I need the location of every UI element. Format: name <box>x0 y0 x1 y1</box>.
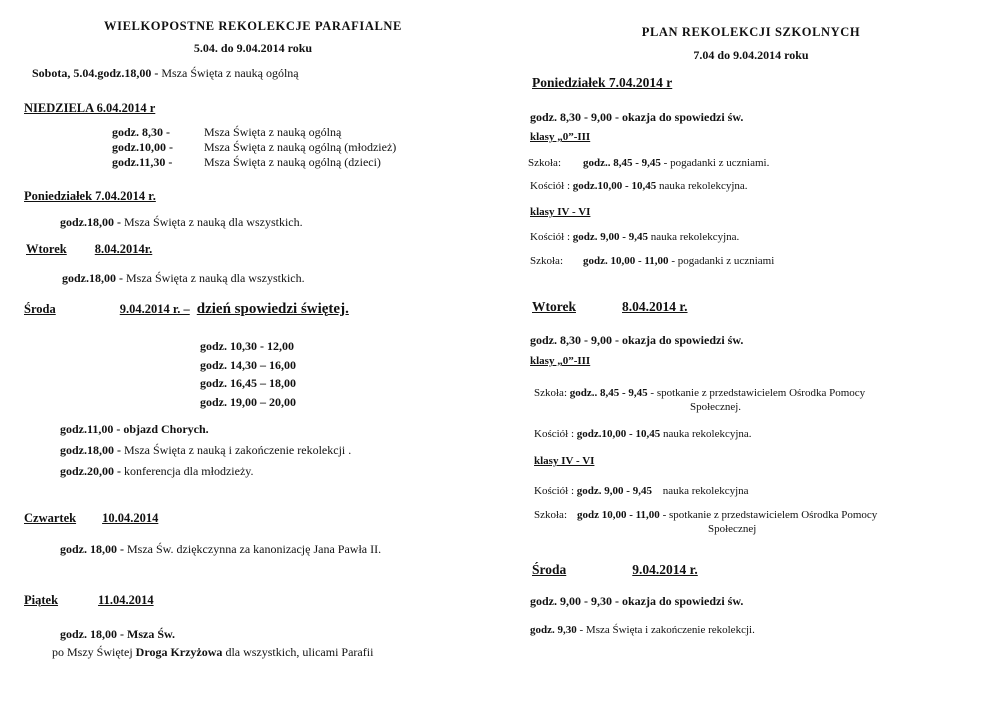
thursday-time: godz. 18,00 - <box>60 542 124 556</box>
sunday-time-2: godz.10,00 - <box>112 140 173 154</box>
school-monday-church-1 <box>530 180 748 192</box>
wednesday-heading-date: 9.04.2014 r. – <box>119 302 190 316</box>
parish-dates: 5.04. do 9.04.2014 roku <box>193 41 313 55</box>
friday-heading-date: 11.04.2014 <box>98 593 154 607</box>
wednesday-time-2: godz.18,00 - <box>60 443 121 457</box>
wednesday-text-1: objazd Chorych. <box>123 422 209 436</box>
saturday-line <box>32 66 299 81</box>
tuesday-school-time-2: godz 10,00 - 11,00 <box>577 509 660 521</box>
school-tuesday-church-2 <box>534 485 749 497</box>
school-title: PLAN REKOLEKCJI SZKOLNYCH <box>641 25 861 39</box>
monday-church-text-2: nauka rekolekcyjna. <box>650 231 740 243</box>
tuesday-school-text-1: - spotkanie z przedstawicielem Ośrodka Pomocy <box>650 387 866 399</box>
tuesday-church-place-2: Kościół : <box>534 485 575 497</box>
sunday-list <box>112 125 396 170</box>
friday-heading <box>24 593 154 608</box>
school-monday-church-2 <box>530 231 739 243</box>
monday-school-place-1: Szkoła: <box>528 157 561 169</box>
school-monday-confession: godz. 8,30 - 9,00 - okazja do spowiedzi św. <box>530 110 744 124</box>
school-monday-school-2 <box>530 255 774 267</box>
confession-time-2: godz. 14,30 – 16,00 <box>200 357 296 372</box>
monday-school-place-2: Szkoła: <box>530 255 563 267</box>
thursday-line <box>60 542 381 557</box>
sunday-heading: NIEDZIELA 6.04.2014 r <box>24 101 156 115</box>
confession-time-4: godz. 19,00 – 20,00 <box>200 394 296 409</box>
wednesday-item-1 <box>60 422 209 437</box>
tuesday-church-place-1: Kościół : <box>534 428 575 440</box>
tuesday-church-time-1: godz.10,00 - 10,45 <box>576 428 661 440</box>
wednesday-time-3: godz.20,00 - <box>60 464 121 478</box>
school-tuesday-class-2: klasy IV - VI <box>534 455 595 467</box>
school-monday-heading: Poniedziałek 7.04.2014 r <box>532 75 673 90</box>
monday-time: godz.18,00 - <box>60 215 121 229</box>
school-tuesday-heading-day: Wtorek <box>532 299 576 314</box>
monday-school-time-2: godz. 10,00 - 11,00 <box>583 255 669 267</box>
school-tuesday-church-1 <box>534 428 752 440</box>
tuesday-school-text-2: - spotkanie z przedstawicielem Ośrodka Pomocy <box>662 509 878 521</box>
tuesday-church-time-2: godz. 9,00 - 9,45 <box>576 485 652 497</box>
school-wednesday-heading-date: 9.04.2014 r. <box>632 562 698 577</box>
sunday-text-3: Msza Święta z nauką ogólną (dzieci) <box>204 155 381 169</box>
school-dates: 7.04 do 9.04.2014 roku <box>693 48 809 62</box>
monday-church-text-1: nauka rekolekcyjna. <box>658 180 748 192</box>
monday-school-time-1: godz.. 8,45 - 9,45 <box>583 157 661 169</box>
school-wednesday-mass-time: godz. 9,30 <box>530 624 577 636</box>
friday-line-1: godz. 18,00 - Msza Św. <box>60 627 175 641</box>
tuesday-line <box>62 271 305 286</box>
tuesday-school-text-2b: Społecznej <box>708 523 757 535</box>
tuesday-church-text-1: nauka rekolekcyjna. <box>662 428 752 440</box>
thursday-heading-date: 10.04.2014 <box>102 511 159 525</box>
tuesday-school-time-1: godz.. 8,45 - 9,45 <box>569 387 648 399</box>
school-tuesday-school-1 <box>534 387 865 399</box>
friday-line-2 <box>52 645 373 660</box>
saturday-text: Msza Święta z nauką ogólną <box>161 66 299 80</box>
wednesday-heading-day: Środa <box>24 302 56 316</box>
friday-line-2-a: po Mszy Świętej <box>52 645 133 659</box>
wednesday-item-2 <box>60 443 351 458</box>
monday-school-text-2: - pogadanki z uczniami <box>671 255 775 267</box>
sunday-time-1: godz. 8,30 - <box>112 125 170 139</box>
tuesday-school-place-1: Szkoła: <box>534 387 567 399</box>
tuesday-time: godz.18,00 - <box>62 271 123 285</box>
school-wednesday-mass-text: - Msza Święta i zakończenie rekolekcji. <box>579 624 755 636</box>
tuesday-heading-day: Wtorek <box>26 242 67 256</box>
sunday-text-1: Msza Święta z nauką ogólną <box>204 125 342 139</box>
sunday-time-3: godz.11,30 - <box>112 155 173 169</box>
monday-heading: Poniedziałek 7.04.2014 r. <box>24 189 156 203</box>
friday-line-2-b: Droga Krzyżowa <box>135 645 223 659</box>
monday-church-time-2: godz. 9,00 - 9,45 <box>572 231 648 243</box>
friday-line-2-c: dla wszystkich, ulicami Parafii <box>225 645 374 659</box>
sunday-text-2: Msza Święta z nauką ogólną (młodzież) <box>204 140 397 154</box>
tuesday-church-text-2: nauka rekolekcyjna <box>662 485 749 497</box>
parish-title: WIELKOPOSTNE REKOLEKCJE PARAFIALNE <box>104 19 402 33</box>
school-tuesday-heading <box>532 299 688 315</box>
school-wednesday-confession: godz. 9,00 - 9,30 - okazja do spowiedzi św. <box>530 594 744 608</box>
wednesday-item-3 <box>60 464 254 479</box>
school-monday-class-2: klasy IV - VI <box>530 206 591 218</box>
tuesday-heading <box>26 242 152 257</box>
monday-line <box>60 215 303 230</box>
school-wednesday-heading <box>532 562 698 578</box>
thursday-heading-day: Czwartek <box>24 511 77 525</box>
confession-times <box>200 337 296 411</box>
school-tuesday-confession: godz. 8,30 - 9,00 - okazja do spowiedzi św. <box>530 333 744 347</box>
school-monday-school-1 <box>528 157 769 169</box>
monday-church-place-1: Kościół : <box>530 180 571 192</box>
wednesday-text-3: konferencja dla młodzieży. <box>124 464 254 478</box>
wednesday-heading-title: dzień spowiedzi świętej. <box>196 301 349 317</box>
tuesday-text: Msza Święta z nauką dla wszystkich. <box>126 271 305 285</box>
school-tuesday-class-1: klasy „0”-III <box>530 355 591 367</box>
monday-text: Msza Święta z nauką dla wszystkich. <box>124 215 303 229</box>
tuesday-school-place-2: Szkoła: <box>534 509 567 521</box>
wednesday-time-1: godz.11,00 - <box>60 422 121 436</box>
school-wednesday-heading-day: Środa <box>532 562 567 577</box>
friday-heading-day: Piątek <box>24 593 59 607</box>
saturday-time: Sobota, 5.04.godz.18,00 - <box>32 66 159 80</box>
tuesday-heading-date: 8.04.2014r. <box>94 242 153 256</box>
monday-church-place-2: Kościół : <box>530 231 571 243</box>
wednesday-heading <box>24 301 349 318</box>
school-tuesday-school-2 <box>534 509 877 521</box>
wednesday-text-2: Msza Święta z nauką i zakończenie rekolekcji . <box>124 443 352 457</box>
monday-school-text-1: - pogadanki z uczniami. <box>663 157 770 169</box>
school-monday-class-1: klasy „0”-III <box>530 131 591 143</box>
school-wednesday-mass <box>530 624 755 636</box>
monday-church-time-1: godz.10,00 - 10,45 <box>572 180 657 192</box>
thursday-heading <box>24 511 158 526</box>
tuesday-school-text-1b: Społecznej. <box>690 401 742 413</box>
school-tuesday-heading-date: 8.04.2014 r. <box>622 299 688 314</box>
thursday-text: Msza Św. dziękczynna za kanonizację Jana Pawła II. <box>127 542 382 556</box>
confession-time-1: godz. 10,30 - 12,00 <box>200 339 294 353</box>
confession-time-3: godz. 16,45 – 18,00 <box>200 376 296 390</box>
